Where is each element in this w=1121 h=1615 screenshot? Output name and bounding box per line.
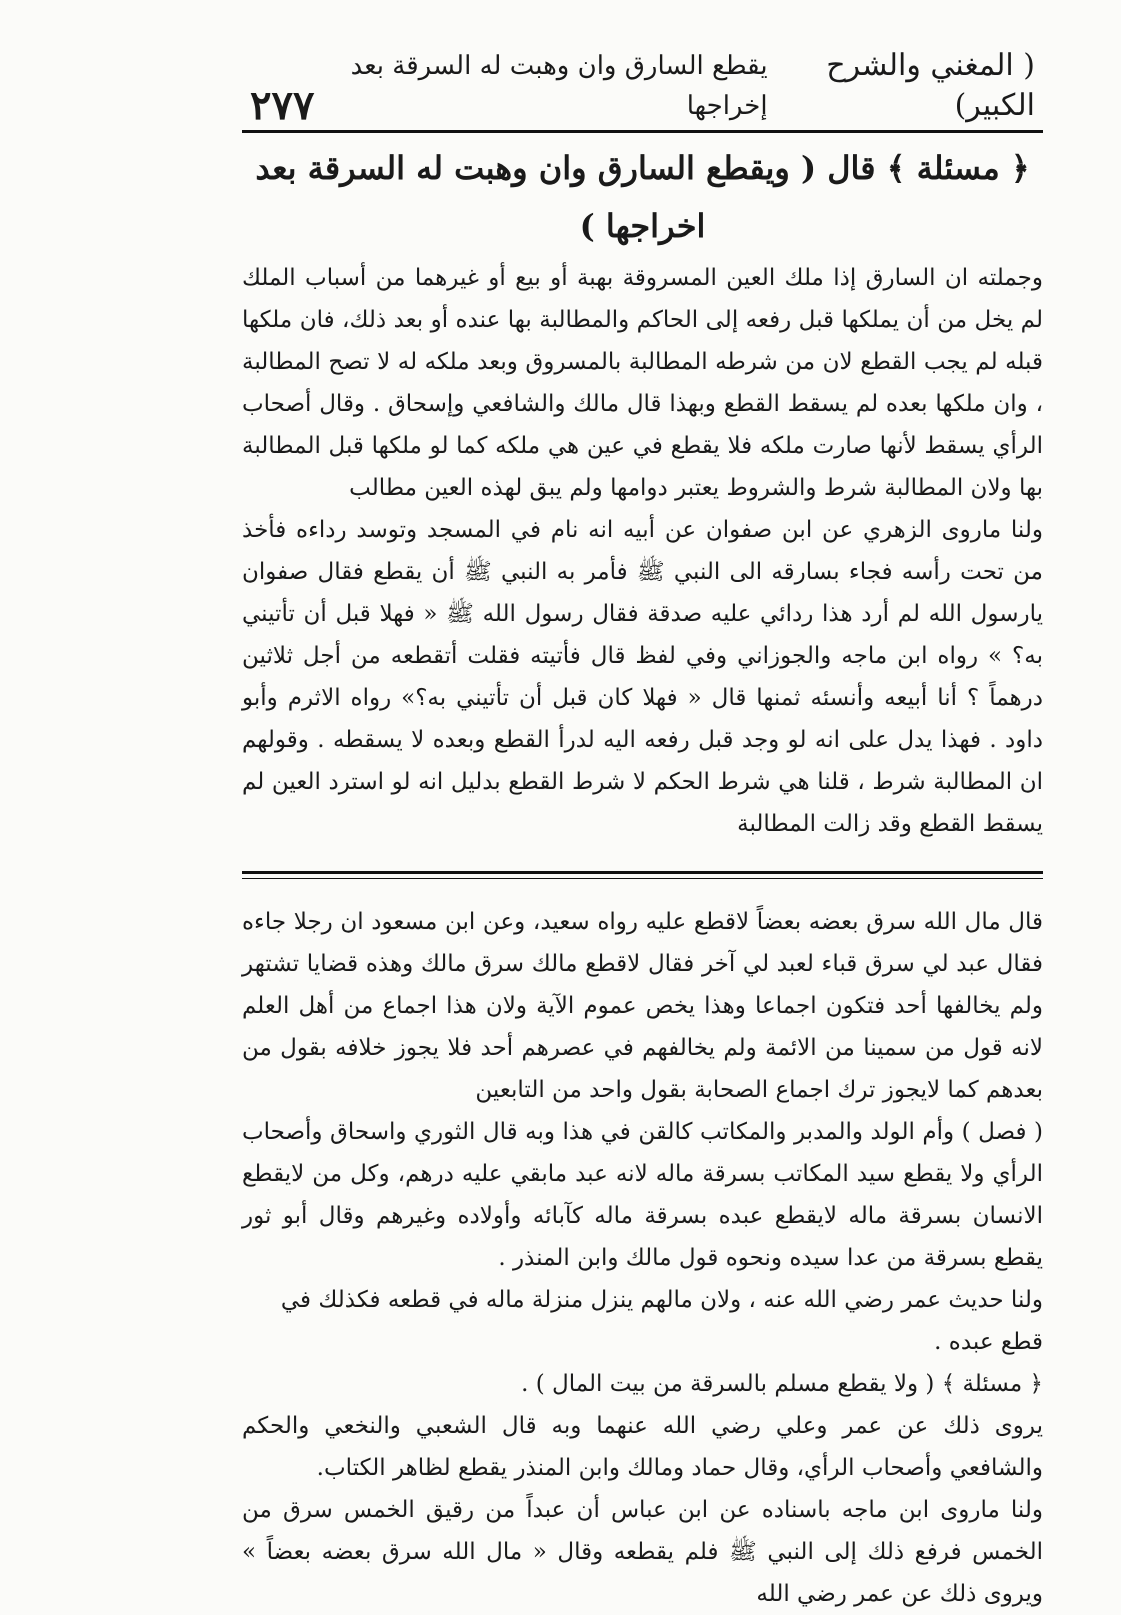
commentary-paragraph-1: قال مال الله سرق بعضه بعضاً لاقطع عليه رواه سعيد، وعن ابن مسعود ان رجلا جاءه فقال عبد لي سرق قباء لعبد لي آخر فقال لاقطع مالك سرق مالك وهذه قضايا تشتهر ولم يخالفها أحد فتكون اجماعا وهذا يخص عموم الآية ولان هذا اجماع من أهل العلم لانه قول من سمينا من الائمة ولم يخالفهم في عصرهم أحد فلا يجوز خلافه بقول من بعدهم كما لايجوز ترك اجماع الصحابة بقول واحد من التابعين [242, 909, 1043, 1103]
masala-inline-heading: ﴿ مسئلة ﴾ ( ولا يقطع مسلم بالسرقة من بيت المال ) . [521, 1371, 1043, 1397]
page-content [242, 48, 1043, 1615]
section-divider [242, 871, 1043, 879]
main-paragraph-1: وجملته ان السارق إذا ملك العين المسروقة بهبة أو بيع أو غيرهما من أسباب الملك لم يخل من أن يملكها قبل رفعه إلى الحاكم والمطالبة بها عنده أو بعد ذلك، فان ملكها قبله لم يجب القطع لان من شرطه المطالبة بالمسروق وبعد ملكه له لا تصح المطالبة ، وان ملكها بعده لم يسقط القطع وبهذا قال مالك والشافعي وإسحاق . وقال أصحاب الرأي يسقط لأنها صارت ملكه فلا يقطع في عين هي ملكه كما لو ملكها قبل المطالبة بها ولان المطالبة شرط والشروط يعتبر دوامها ولم يبق لهذه العين مطالب [242, 265, 1043, 501]
masala-heading: ﴿ مسئلة ﴾ قال ( ويقطع السارق وان وهبت له السرقة بعد اخراجها ) [255, 149, 1030, 245]
main-paragraph-2: ولنا ماروى الزهري عن ابن صفوان عن أبيه انه نام في المسجد وتوسد رداءه فأخذ من تحت رأسه فجاء بسارقه الى النبي ﷺ فأمر به النبي ﷺ أن يقطع فقال صفوان يارسول الله لم أرد هذا ردائي عليه صدقة فقال رسول الله ﷺ « فهلا قبل أن تأتيني به؟ » رواه ابن ماجه والجوزاني وفي لفظ قال فأتيته فقلت أتقطعه من أجل ثلاثين درهماً ؟ أنا أبيعه وأنسئه ثمنها قال « فهلا كان قبل أن تأتيني به؟» رواه الاثرم وأبو داود . فهذا يدل على انه لو وجد قبل رفعه اليه لدرأ القطع وبعده لا يسقطه . وقولهم ان المطالبة شرط ، قلنا هي شرط الحكم لا شرط القطع بدليل انه لو استرد العين لم يسقط القطع وقد زالت المطالبة [242, 517, 1043, 837]
commentary-fasl: ( فصل ) وأم الولد والمدبر والمكاتب كالقن في هذا وبه قال الثوري واسحاق وأصحاب الرأي ولا يقطع سيد المكاتب بسرقة ماله لانه عبد مابقي عليه درهم، وكل من لايقطع الانسان بسرقة ماله لايقطع عبده بسرقة ماله كآبائه وأولاده وغيرهم وقال أبو ثور يقطع بسرقة من عدا سيده ونحوه قول مالك وابن المنذر . [242, 1119, 1043, 1271]
page-number: ٢٧٧ [250, 82, 315, 129]
commentary-paragraph-5: يروى ذلك عن عمر وعلي رضي الله عنهما وبه قال الشعبي والنخعي والحكم والشافعي وأصحاب الرأي، وقال حماد ومالك وابن المنذر يقطع لظاهر الكتاب. [242, 1413, 1043, 1481]
commentary-paragraph-3: ولنا حديث عمر رضي الله عنه ، ولان مالهم ينزل منزلة ماله في قطعه فكذلك في قطع عبده . [280, 1287, 1043, 1355]
section-subject: يقطع السارق وان وهبت له السرقة بعد إخراجها [350, 51, 768, 121]
book-title: ( المغني والشرح الكبير) [826, 48, 1035, 123]
header-rule [242, 130, 1043, 133]
running-header [242, 48, 1043, 129]
commentary-paragraph-6: ولنا ماروى ابن ماجه باسناده عن ابن عباس أن عبداً من رقيق الخمس سرق من الخمس فرفع ذلك إلى النبي ﷺ فلم يقطعه وقال « مال الله سرق بعضه بعضاً » ويروى ذلك عن عمر رضي الله [242, 1497, 1043, 1607]
